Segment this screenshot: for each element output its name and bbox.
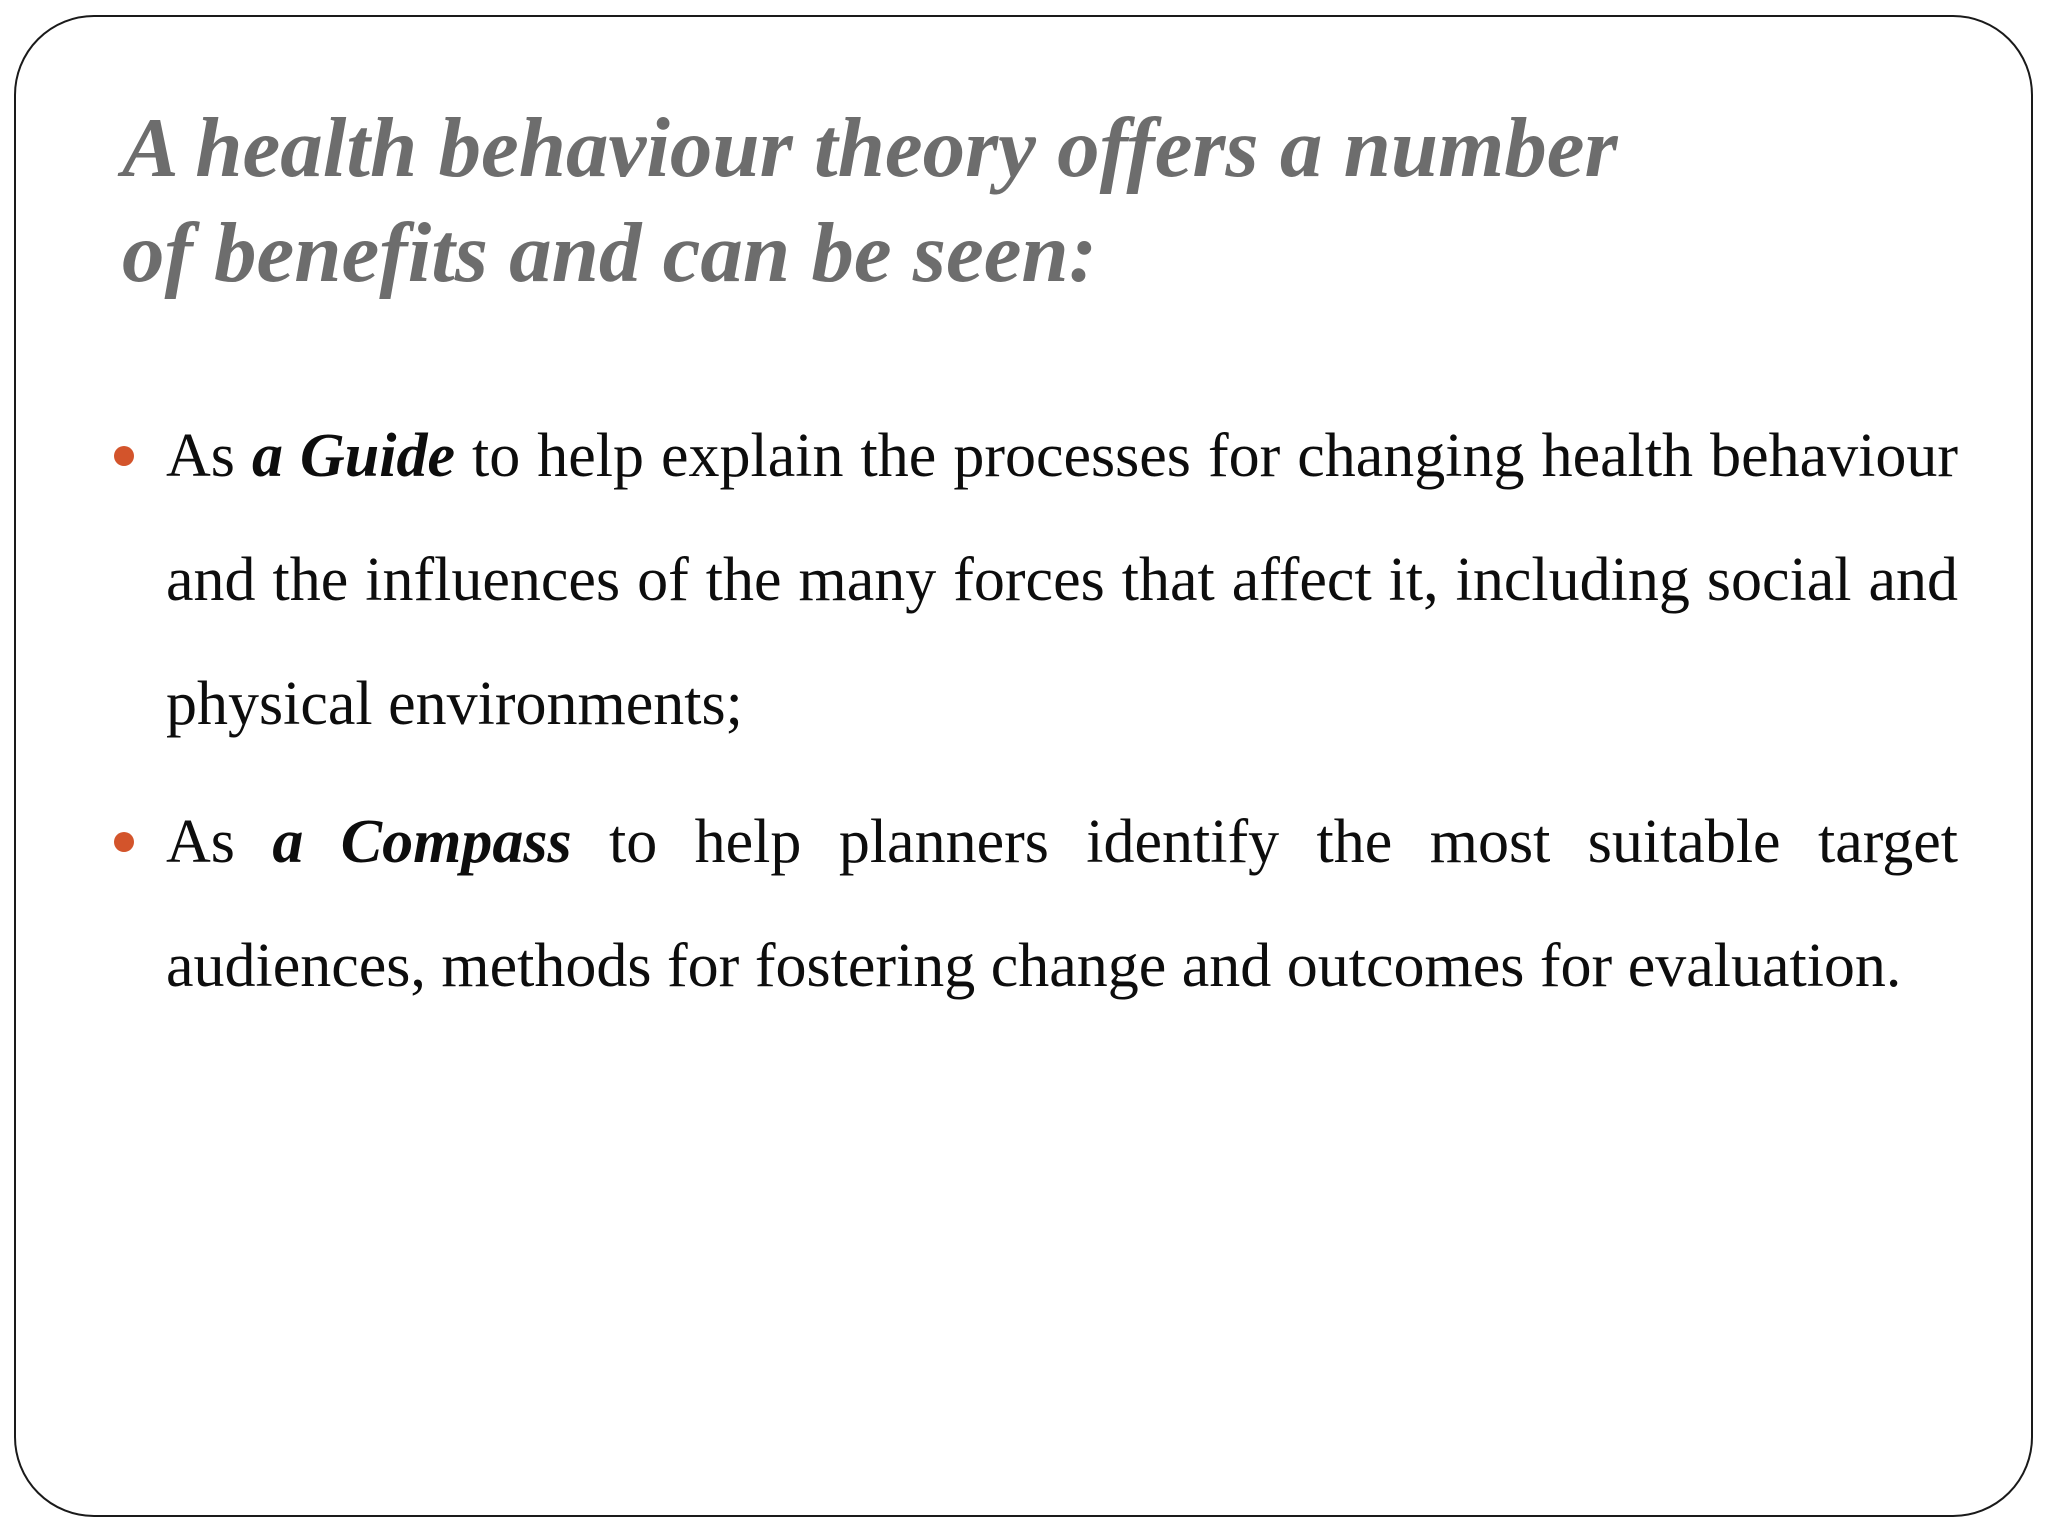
slide (14, 15, 2033, 1517)
bullet-emphasis: a Compass (272, 808, 572, 876)
bullet-text: to help explain the processes for changing health behaviour and the influences of the many forces that affect it, including social and physical environments; (166, 422, 1958, 738)
bullet-prefix: As (166, 808, 273, 876)
bullet-dot-icon (114, 446, 134, 466)
bullet-dot-icon (114, 832, 134, 852)
bullet-text: to help planners identify the most suitable target audiences, methods for fostering change and outcomes for evaluation. (166, 808, 1958, 1000)
slide-title-line-1: A health behaviour theory offers a number (122, 101, 1618, 195)
bullet-item-guide (166, 394, 1958, 766)
bullet-emphasis: a Guide (251, 422, 455, 490)
slide-title-line-2: of benefits and can be seen: (122, 206, 1098, 300)
bullet-list (16, 17, 2031, 1515)
bullet-prefix: As (166, 422, 252, 490)
bullet-item-compass (166, 780, 1958, 1028)
